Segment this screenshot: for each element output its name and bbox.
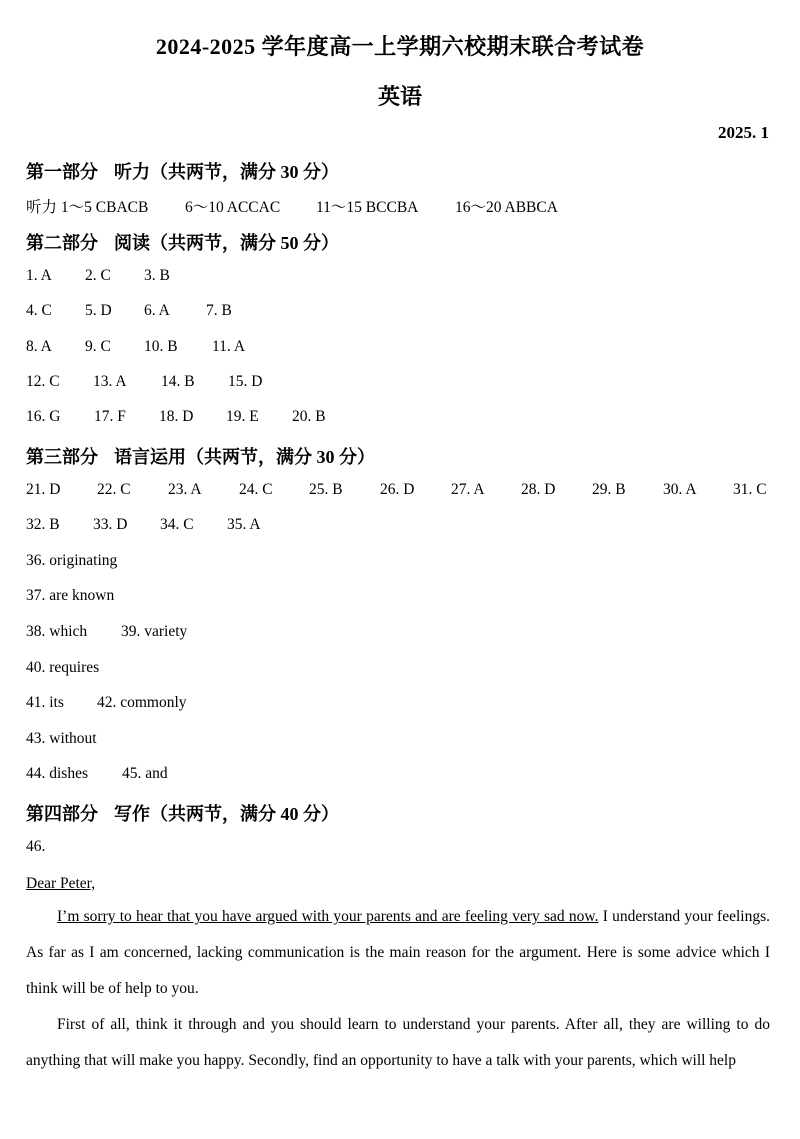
answer-item: 22. C [97,481,131,498]
section-heading-part2 [26,229,339,255]
fill-answer: 43. without [26,730,97,747]
letter-paragraph-2 [26,1007,770,1079]
letter-greeting: Dear Peter, [26,875,96,892]
answer-item: 19. E [226,408,259,425]
answer-item: 1. A [26,267,52,284]
answer-item: 15. D [228,373,263,390]
section-title: 写作（共两节，满分 40 分） [114,804,339,824]
answer-item: 12. C [26,373,60,390]
listening-answers [26,195,148,217]
fill-answer: 36. originating [26,552,118,569]
subject-title: 英语 [377,84,422,109]
exam-date: 2025. 1 [718,123,769,142]
answer-item: 20. B [292,408,326,425]
section-label: 第四部分 [26,804,98,824]
exam-title: 2024-2025 学年度高一上学期六校期末联合考试卷 [155,34,645,59]
answer-item: 31. C [733,481,767,498]
answer-item: 29. B [592,481,626,498]
answer-item: 27. A [451,481,485,498]
answer-item: 32. B [26,516,60,533]
fill-answer: 41. its [26,694,64,711]
answer-item: 16. G [26,408,61,425]
answer-item: 25. B [309,481,343,498]
answer-item: 30. A [663,481,697,498]
answer-group: 6～10 ACCAC [185,199,281,216]
answer-group: 16～20 ABBCA [455,199,558,216]
fill-answer: 38. which [26,623,88,640]
answer-group: 1～5 CBACB [60,199,149,216]
fill-answer: 42. commonly [97,694,187,711]
fill-answer: 40. requires [26,659,100,676]
section-heading-part3 [26,443,375,469]
letter-paragraph-1 [26,899,770,1007]
section-label: 第三部分 [26,447,98,467]
answer-item: 35. A [227,516,261,533]
fill-answer: 44. dishes [26,765,88,782]
underlined-sentence: I’m sorry to hear that you have argued with your parents and are feeling very sad now. [57,908,599,925]
section-title: 阅读（共两节，满分 50 分） [114,233,339,253]
section-heading-part1 [26,158,339,184]
fill-answer: 45. and [122,765,168,782]
answer-item: 34. C [160,516,194,533]
answer-item: 23. A [168,481,202,498]
answer-item: 6. A [144,302,170,319]
paragraph-text: I understand your feelings. As far as I am concerned, lacking communication is the main reason for the argument. Here is some advice which I think will be of help to you. [26,908,770,997]
answer-item: 21. D [26,481,61,498]
answer-item: 5. D [85,302,112,319]
answer-item: 24. C [239,481,273,498]
answer-item: 11. A [212,338,246,355]
answer-item: 8. A [26,338,52,355]
answer-item: 26. D [380,481,415,498]
listening-prefix: 听力 [26,199,58,216]
section-label: 第二部分 [26,233,98,253]
section-heading-part4 [26,800,339,826]
fill-answer: 39. variety [121,623,188,640]
answer-item: 4. C [26,302,52,319]
answer-item: 10. B [144,338,178,355]
section-title: 听力（共两节，满分 30 分） [114,162,339,182]
answer-item: 14. B [161,373,195,390]
question-number: 46. [26,838,46,855]
answer-item: 13. A [93,373,127,390]
answer-item: 33. D [93,516,128,533]
answer-item: 18. D [159,408,194,425]
answer-item: 7. B [206,302,232,319]
answer-group: 11～15 BCCBA [316,199,419,216]
section-title: 语言运用（共两节，满分 30 分） [114,447,375,467]
answer-item: 9. C [85,338,111,355]
answer-item: 2. C [85,267,111,284]
answer-item: 28. D [521,481,556,498]
fill-answer: 37. are known [26,587,115,604]
answer-item: 3. B [144,267,170,284]
section-label: 第一部分 [26,162,98,182]
answer-item: 17. F [94,408,126,425]
paragraph-text: First of all, think it through and you should learn to understand your parents. After all, they are willing to do anything that will make you happy. Secondly, find an opportunity to have a talk with your parents, which will help [26,1016,770,1069]
